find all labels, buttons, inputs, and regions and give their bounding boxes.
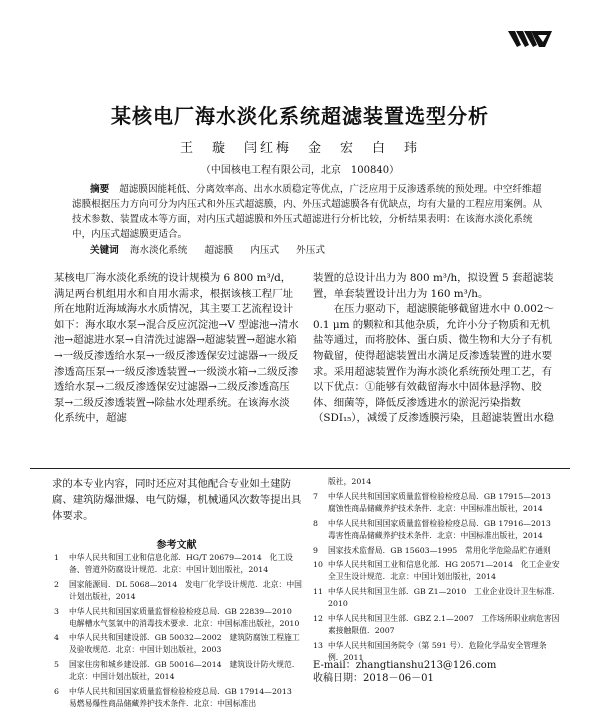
reference-text: 中华人民共和国工业和信息化部．HG/T 20679—2014 化工设备、管道外防腐设计规范．北京：中国计划出版社，2014 [69,553,293,574]
contact-info [313,659,563,685]
reference-number: 11 [313,587,323,597]
reference-item [313,545,561,557]
keyword: 海水淡化系统 [129,245,188,256]
author-list: 王 璇 闫红梅 金 宏 白 玮 [179,141,420,156]
reference-item [313,613,561,637]
keyword: 超滤膜 [204,245,234,256]
reference-text: 国家技术监督局．GB 15603—1995 常用化学危险品贮存通则 [328,545,551,555]
journal-logo-icon [508,28,552,50]
keywords [90,242,550,256]
reference-text: 中华人民共和国建设部．GB 50032—2002 建筑防腐蚀工程施工及验收规范．北京：中国计划出版社，2003 [69,633,300,655]
body-column-right [313,271,560,427]
reference-number: 3 [54,606,59,616]
abstract-text: 超滤膜因能耗低、分离效率高、出水水质稳定等优点，广泛应用于反渗透系统的预处理。中空纤维超滤膜根据压力方向可分为内压式和外压式超滤膜，内、外压式超滤膜各有优缺点，均有大量的工程应用案例。从技术参数、装置成本等方面，对内压式超滤膜和外压式超滤进行分析比较，分析结果表明：在该海水淡化系统中，内压式超滤膜更适合。 [72,184,543,240]
continued-text [52,476,302,524]
reference-text: 中华人民共和国工业和信息化部．HG 20571—2014 化工企业安全卫生设计规范．北京：中国计划出版社，2014 [328,560,560,582]
section-divider [30,468,570,469]
reference-text: 中华人民共和国卫生部．GBZ 2.1—2007 工作场所职业病危害因素接触限值．2007 [328,614,560,635]
reference-number: 10 [313,560,323,570]
reference-number: 6 [54,687,59,697]
reference-text: 中华人民共和国国家质量监督检验检疫总局．GB 17914—2013 易燃易爆性商品储藏养护技术条件．北京：中国标准出 [69,687,300,708]
reference-text: 国家能源局．DL 5068—2014 发电厂化学设计规范．北京：中国计划出版社，2014 [69,579,302,601]
reference-number: 13 [313,640,323,650]
reference-list-right [313,476,561,667]
abstract-label: 摘要 [90,184,110,195]
reference-item [54,606,302,630]
reference-number: 4 [54,633,59,643]
keyword: 外压式 [296,245,325,256]
body-paragraph: 装置的总设计出力为 800 m³/h，拟设置 5 套超滤装置，单套装置设计出力为 160 m³/h。 [313,272,554,300]
reference-item [54,632,302,656]
reference-item [54,686,302,710]
reference-item [54,579,302,603]
reference-item [54,659,302,683]
reference-number: 2 [54,579,59,589]
reference-number: 8 [313,518,318,528]
reference-number: 5 [54,660,59,670]
body-paragraph-tail: 求的本专业内容，同时还应对其他配合专业如土建防腐、建筑防爆泄爆、电气防爆，机械通风次数等提出具体要求。 [52,478,302,522]
reference-item [313,518,561,542]
paper-title: 某核电厂海水淡化系统超滤装置选型分析 [111,104,489,128]
references-heading: 参考文献 [156,540,197,551]
reference-number: 12 [313,614,323,624]
reference-item [313,559,561,583]
reference-number: 1 [54,553,59,562]
reference-text: 版社，2014 [328,477,372,486]
reference-number: 9 [313,545,318,555]
reference-text: 中华人民共和国国家质量监督检验检疫总局．GB 22839—2010 电解槽水气氢氧中的消毒技术要求．北京：中国标准出版社，2010 [69,606,300,628]
author-email: E-mail：zhangtianshu213@126.com [313,660,497,671]
affiliation: （中国核电工程有限公司，北京 100840） [200,165,400,176]
reference-number: 7 [313,491,318,501]
abstract [72,182,544,242]
body-paragraph: 在压力驱动下，超滤膜能够截留进水中 0.002～0.1 μm 的颗粒和其他杂质，允许小分子物质和无机盐等通过，而将胶体、蛋白质、微生物和大分子有机物截留，使得超滤装置出水满足反渗透装置的进水要求。采用超滤装置作为海水淡化系统预处理工艺，有以下优点：①能够有效截留海水中固体悬浮物、胶体、细菌等，降低反渗透进水的淤泥污染指数（SDI₁₅），减缓了反渗透膜污染，且超滤装置出水稳 [313,303,554,425]
reference-item [313,586,561,610]
reference-text: 国家住房和城乡建设部．GB 50016—2014 建筑设计防火规范．北京：中国计划出版社，2014 [69,660,300,682]
reference-item [313,476,561,488]
reference-item [313,491,561,515]
body-column-left: 某核电厂海水淡化系统的设计规模为 6 800 m³/d，满足两台机组用水和自用水需求，根据该核工程厂址所在地附近海域海水水质情况，其主要工艺流程设计如下：海水取水泵→混合反应沉淀池→V 型滤池→清水池→超滤进水泵→自清洗过滤器→超滤装置→超滤水箱→一级反渗透给水泵→一级反渗透保安过滤器→一级反渗透高压泵→一级反渗透装置→一级淡水箱→二级反渗透给水泵→二级反渗透保安过滤器→二级反渗透高压泵→二级反渗透装置→除盐水处理系统。在该海水淡化系统中，超滤 [54,272,299,425]
reference-text: 中华人民共和国卫生部．GB Z1—2010 工业企业设计卫生标准．2010 [328,587,560,609]
reference-item [54,552,302,576]
keywords-label: 关键词 [90,245,119,256]
reference-list-left [54,552,302,713]
reference-text: 中华人民共和国国家质量监督检验检疫总局．GB 17915—2013 腐蚀性商品储藏养护技术条件．北京：中国标准出版社，2014 [328,491,559,513]
keyword: 内压式 [250,245,280,256]
received-date: 收稿日期：2018－06－01 [313,673,434,684]
reference-text: 中华人民共和国国务院令（第 591 号）．危险化学品安全管理条例．2011 [328,640,547,662]
reference-text: 中华人民共和国国家质量监督检验检疫总局．GB 17916—2013 毒害性商品储藏养护技术条件．北京：中国标准出版社，2014 [328,518,559,540]
